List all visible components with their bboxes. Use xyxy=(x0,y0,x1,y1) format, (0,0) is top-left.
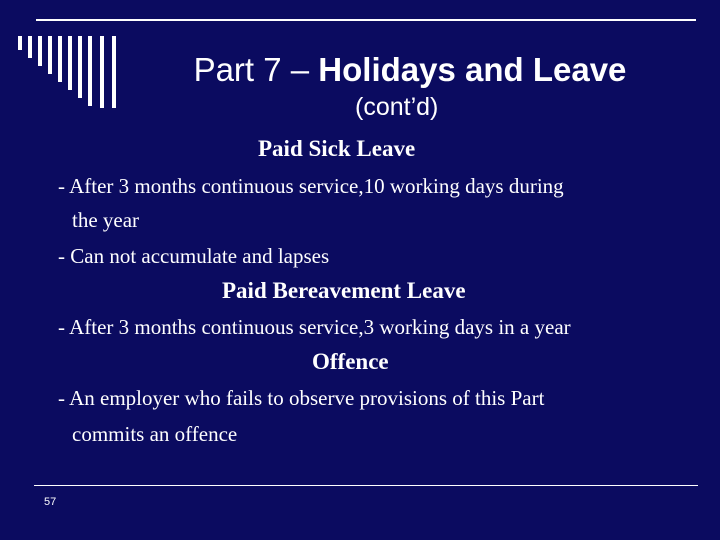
deco-bar xyxy=(48,36,52,74)
deco-bar xyxy=(58,36,62,82)
body-line: - An employer who fails to observe provisions of this Part xyxy=(58,386,545,410)
top-rule xyxy=(36,19,696,21)
body-line: the year xyxy=(72,208,140,232)
deco-bar xyxy=(78,36,82,98)
heading-bereavement-leave: Paid Bereavement Leave xyxy=(222,278,466,303)
body-line: - Can not accumulate and lapses xyxy=(58,244,330,268)
slide-title xyxy=(150,50,670,90)
title-prefix: Part 7 – xyxy=(193,51,319,88)
page-number: 57 xyxy=(44,496,57,508)
deco-bar xyxy=(28,36,32,58)
heading-offence: Offence xyxy=(312,349,389,374)
deco-bar xyxy=(38,36,42,66)
heading-sick-leave: Paid Sick Leave xyxy=(258,136,416,161)
body-line: commits an offence xyxy=(72,422,238,446)
title-main: Holidays and Leave xyxy=(318,51,627,88)
bottom-rule xyxy=(34,485,698,486)
deco-bar xyxy=(88,36,92,106)
deco-bar xyxy=(100,36,104,108)
deco-bar xyxy=(112,36,116,108)
body-line: - After 3 months continuous service,10 working days during xyxy=(58,174,564,198)
slide-subtitle: (cont’d) xyxy=(355,93,439,121)
body-line: - After 3 months continuous service,3 working days in a year xyxy=(58,315,571,339)
deco-bar xyxy=(68,36,72,90)
deco-bar xyxy=(18,36,22,50)
